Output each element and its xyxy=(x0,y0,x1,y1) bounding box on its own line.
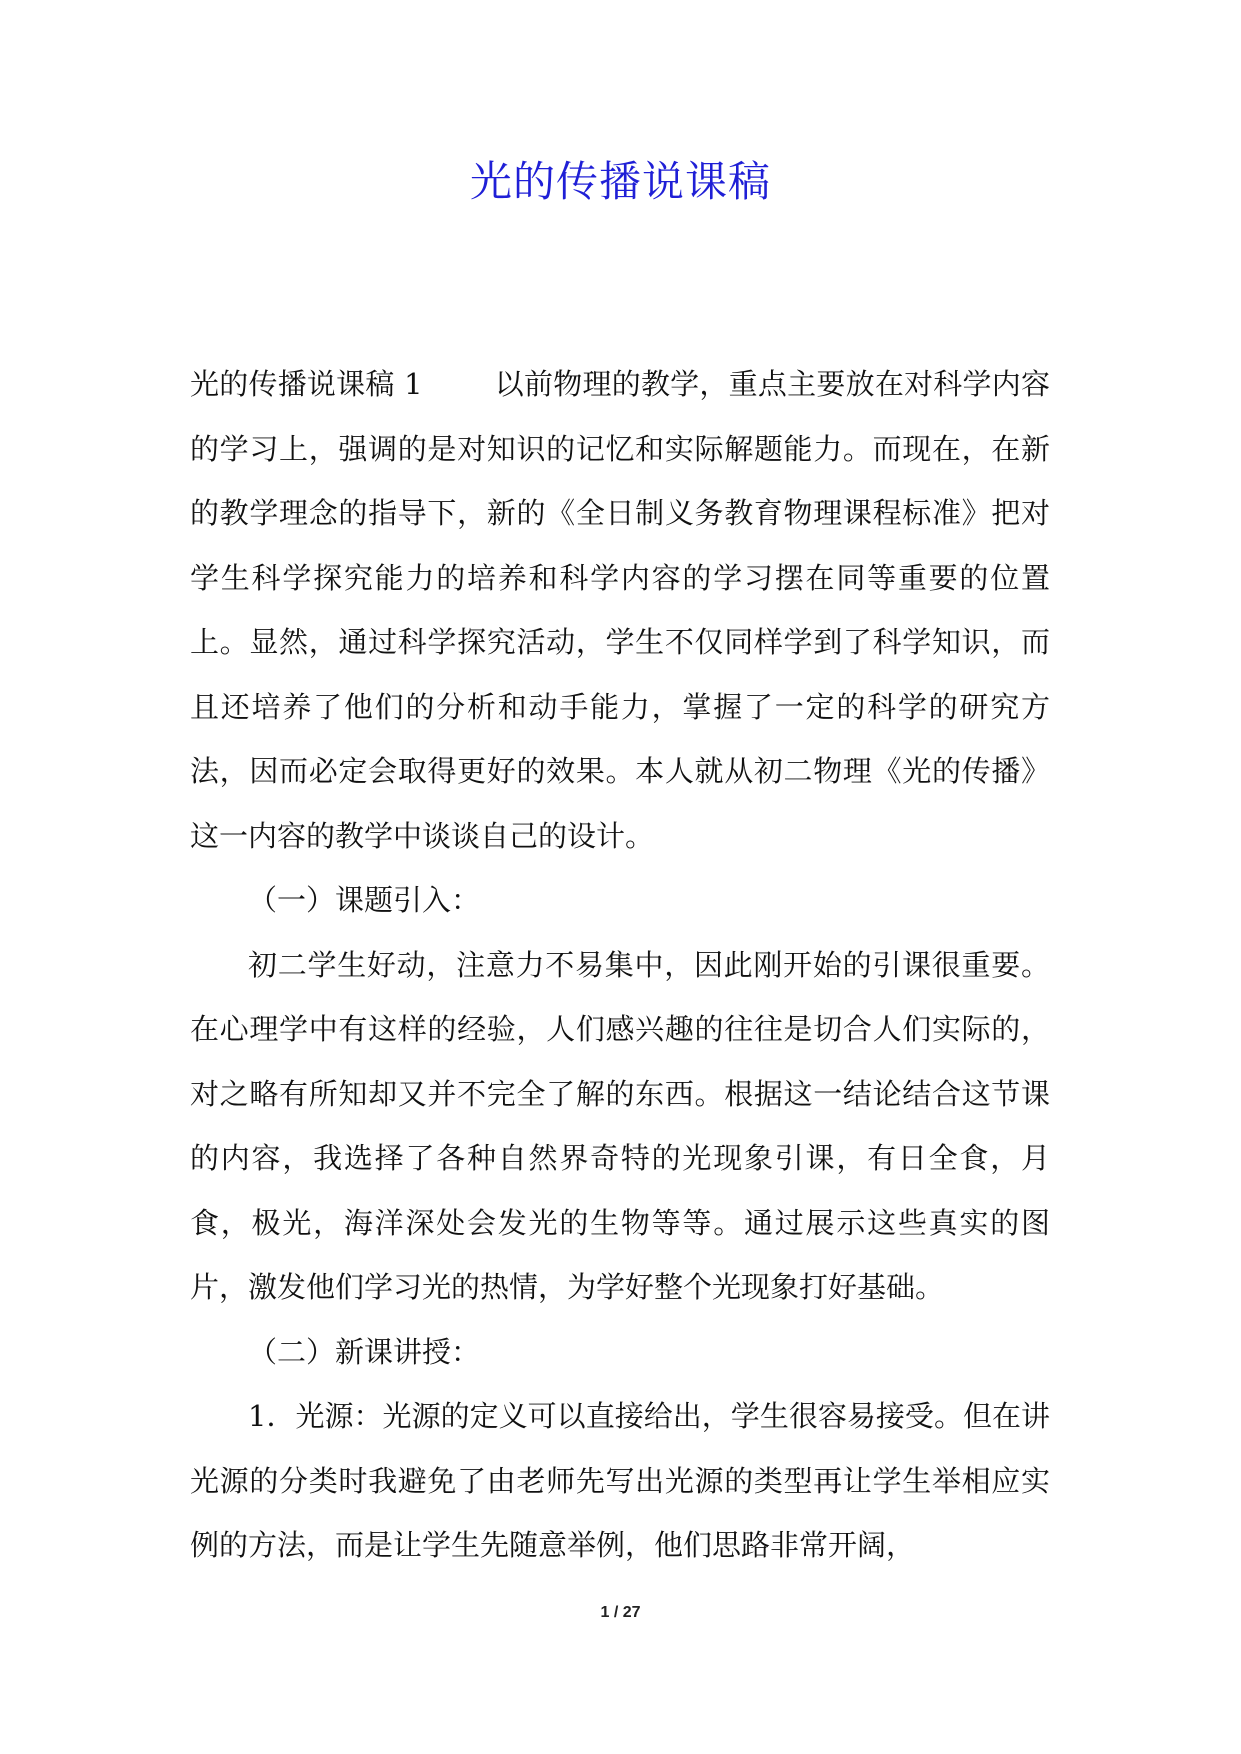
document-title: 光的传播说课稿 xyxy=(469,157,771,206)
page-number: 1 / 27 xyxy=(600,1604,641,1621)
intro-text: 以前物理的教学，重点主要放在对科学内容的学习上，强调的是对知识的记忆和实际解题能力。而现在，在新的教学理念的指导下，新的《全日制义务教育物理课程标准》把对学生科学探究能力的培养和科学内容的学习摆在同等重要的位置上。显然，通过科学探究活动，学生不仅同样学到了科学知识，而且还培养了他们的分析和动手能力，掌握了一定的科学的研究方法，因而必定会取得更好的效果。本人就从初二物理《光的传播》这一内容的教学中谈谈自己的设计。 xyxy=(190,367,1050,853)
section-paragraph-intro: 初二学生好动，注意力不易集中，因此刚开始的引课很重要。在心理学中有这样的经验，人们感兴趣的往往是切合人们实际的，对之略有所知却又并不完全了解的东西。根据这一结论结合这节课的内容，我选择了各种自然界奇特的光现象引课，有日全食，月食，极光，海洋深处会发光的生物等等。通过展示这些真实的图片，激发他们学习光的热情，为学好整个光现象打好基础。 xyxy=(190,947,1050,1304)
section-paragraph-new-lesson: 1．光源：光源的定义可以直接给出，学生很容易接受。但在讲光源的分类时我避免了由老师先写出光源的类型再让学生举相应实例的方法，而是让学生先随意举例，他们思路非常开阔， xyxy=(190,1399,1050,1562)
intro-paragraph xyxy=(190,352,1050,868)
document-body xyxy=(190,352,1050,1578)
intro-lead: 光的传播说课稿 1 xyxy=(190,367,423,401)
section-heading-new-lesson: （二）新课讲授： xyxy=(248,1334,481,1369)
section-heading-intro: （一）课题引入： xyxy=(248,883,481,917)
